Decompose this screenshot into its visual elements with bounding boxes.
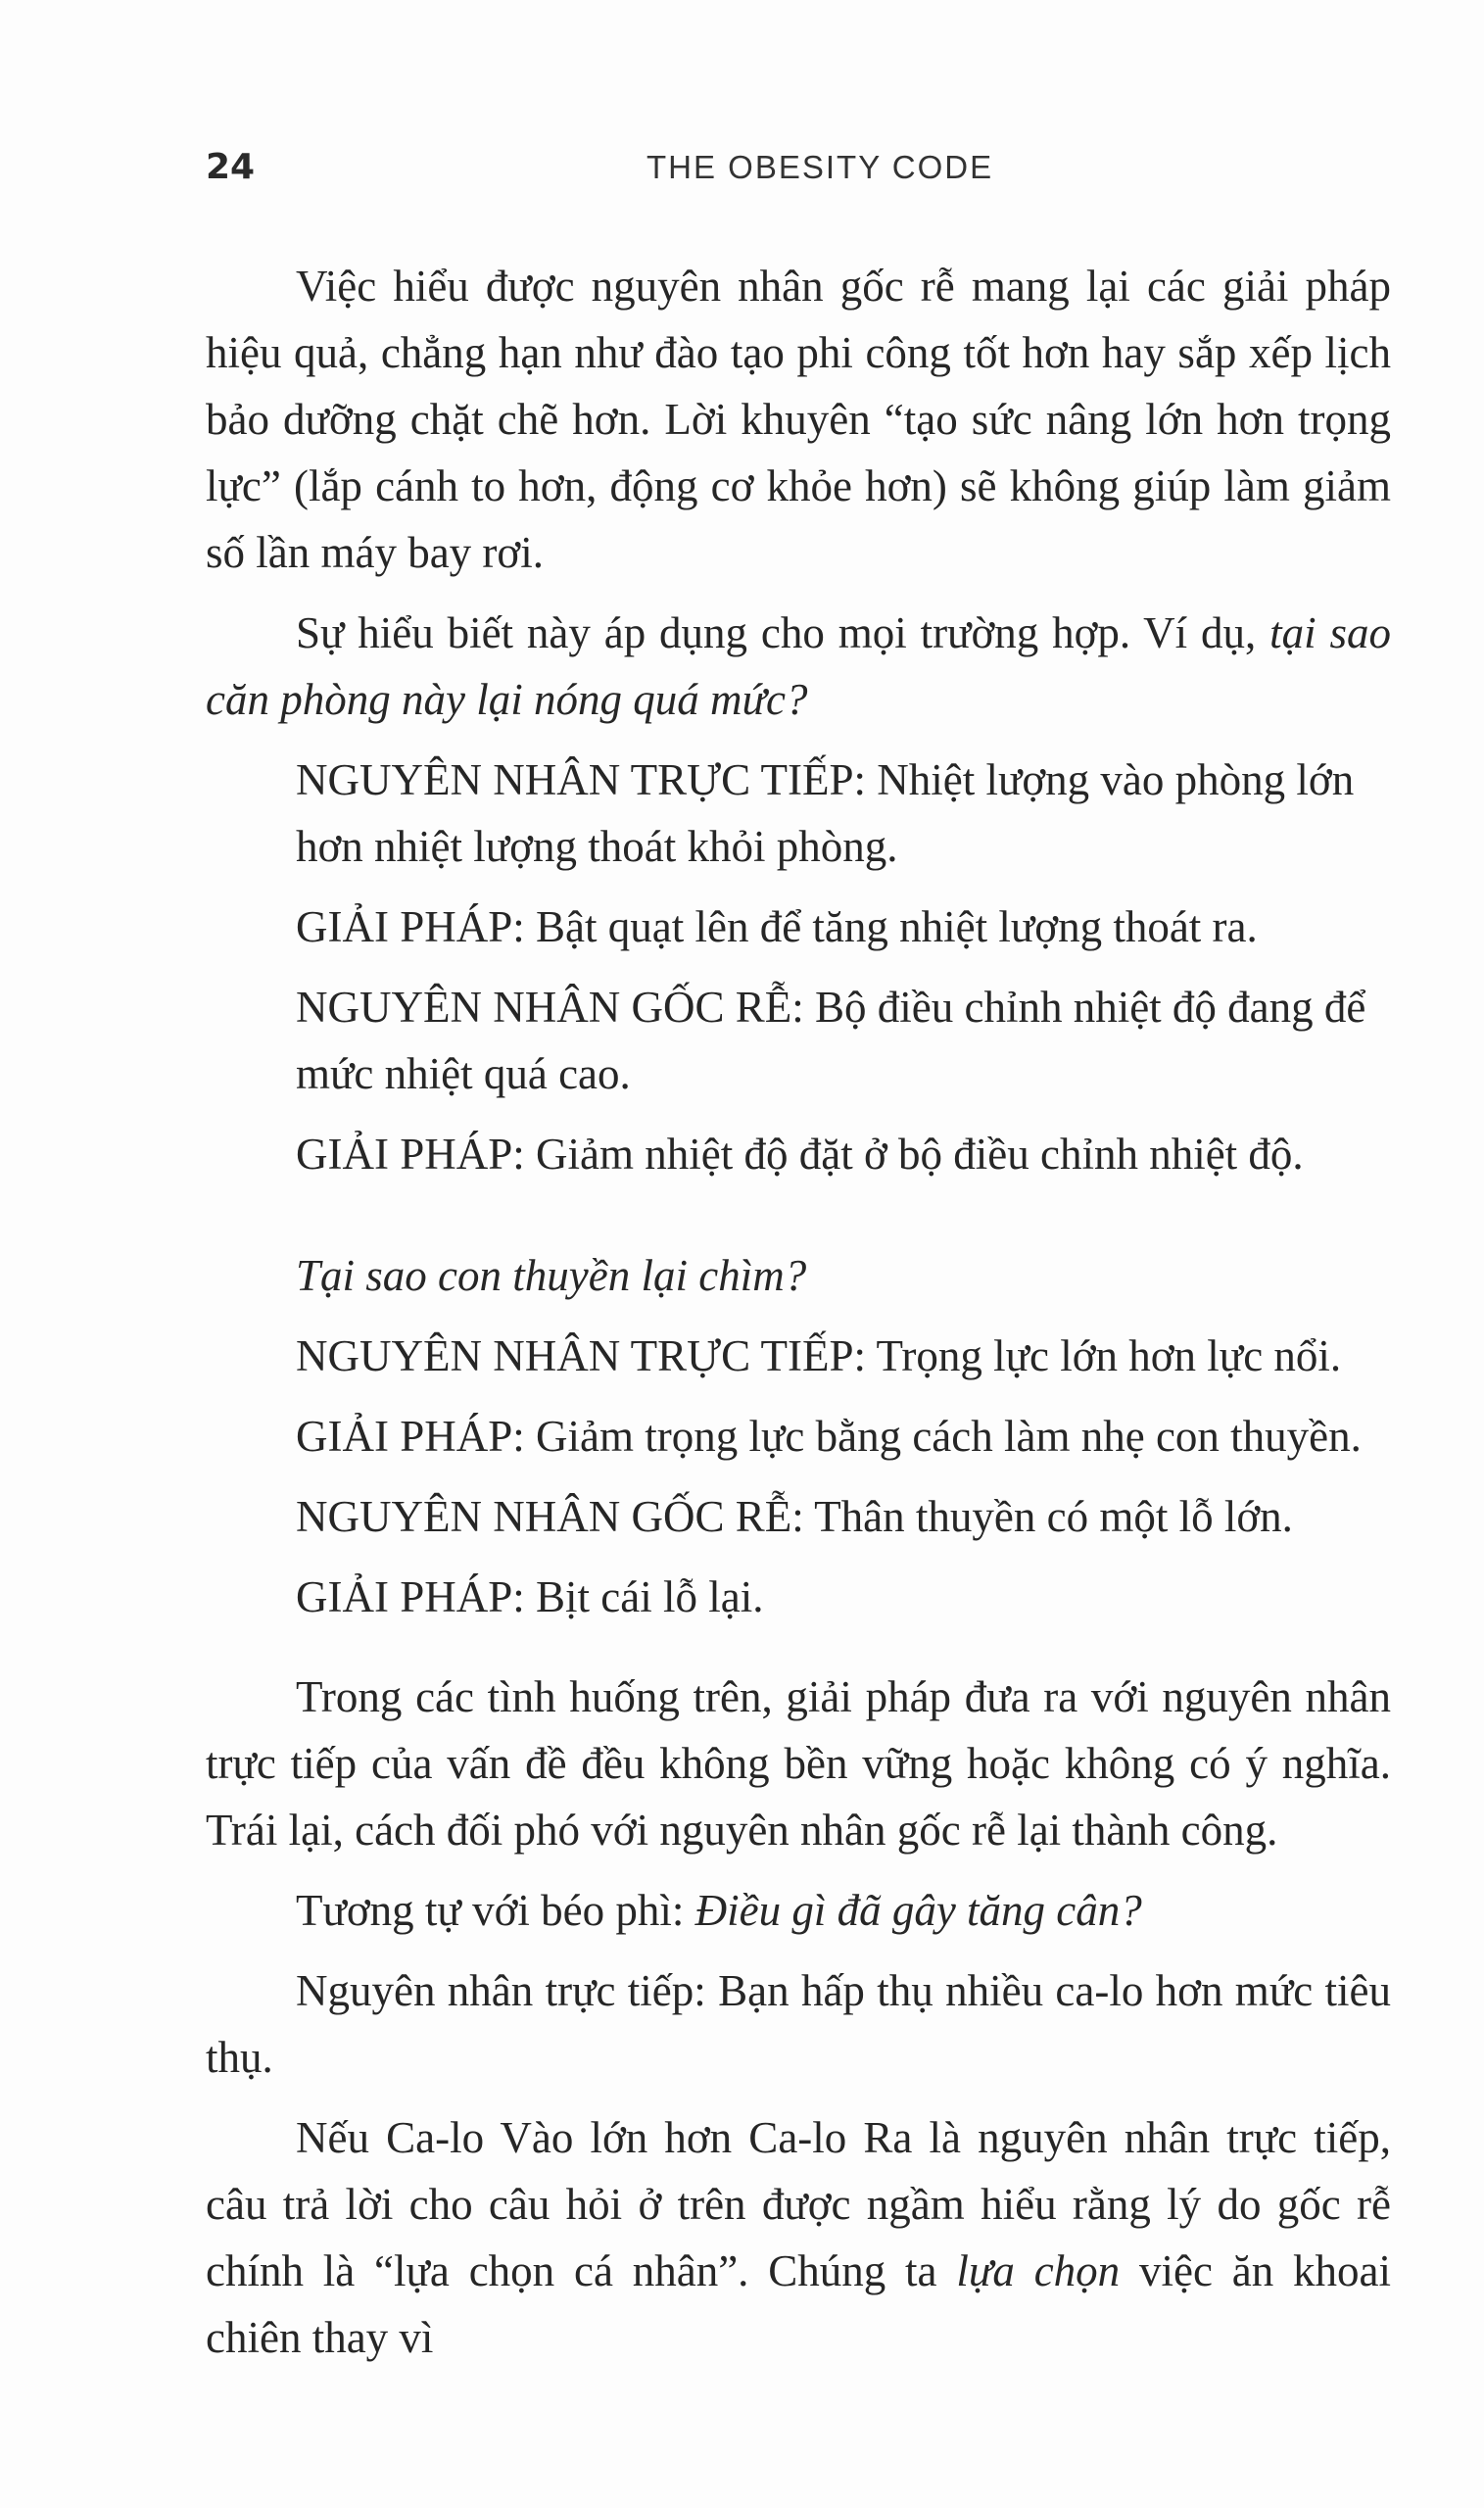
paragraph-text: Sự hiểu biết này áp dụng cho mọi trường hợp. Ví dụ, (296, 608, 1270, 657)
paragraph-room-example (206, 600, 1391, 733)
boat-solution-plug: GIẢI PHÁP: Bịt cái lỗ lại. (296, 1572, 764, 1621)
italic-emphasis: lựa chọn (956, 2246, 1121, 2295)
paragraph-obesity-question (206, 1877, 1391, 1944)
paragraph-root-cause-solutions: Việc hiểu được nguyên nhân gốc rễ mang lại các giải pháp hiệu quả, chẳng hạn như đào tạo phi công tốt hơn hay sắp xếp lịch bảo dưỡng chặt chẽ hơn. Lời khuyên “tạo sức nâng lớn hơn trọng lực” (lắp cánh to hơn, động cơ khỏe hơn) sẽ không giúp làm giảm số lần máy bay rơi. (206, 262, 1391, 577)
room-root-cause: NGUYÊN NHÂN GỐC RỄ: Bộ điều chỉnh nhiệt độ đang để mức nhiệt quá cao. (296, 983, 1366, 1098)
paragraph-text: việc ăn khoai chiên thay vì (206, 2246, 1391, 2362)
paragraph-text: Tương tự với béo phì: (296, 1886, 695, 1935)
room-solution-fan: GIẢI PHÁP: Bật quạt lên để tăng nhiệt lượng thoát ra. (296, 902, 1258, 951)
body-text (206, 253, 1391, 2371)
boat-root-cause: NGUYÊN NHÂN GỐC RỄ: Thân thuyền có một lỗ lớn. (296, 1492, 1293, 1541)
boat-proximate-cause: NGUYÊN NHÂN TRỰC TIẾP: Trọng lực lớn hơn lực nổi. (296, 1331, 1342, 1380)
running-title: THE OBESITY CODE (646, 149, 994, 185)
paragraph-proximate-cause: Nguyên nhân trực tiếp: Bạn hấp thụ nhiều ca-lo hơn mức tiêu thụ. (206, 1966, 1391, 2082)
paragraph-personal-choice (206, 2104, 1391, 2371)
boat-question: Tại sao con thuyền lại chìm? (296, 1251, 807, 1300)
paragraph-text: Nếu Ca-lo Vào lớn hơn Ca-lo Ra là nguyên nhân trực tiếp, câu trả lời cho câu hỏi ở trên được ngầm hiểu rằng lý do gốc rễ chính là “lựa chọn cá nhân”. Chúng ta (206, 2113, 1391, 2295)
room-solution-thermostat: GIẢI PHÁP: Giảm nhiệt độ đặt ở bộ điều chỉnh nhiệt độ. (296, 1130, 1304, 1179)
paragraph-conclusion: Trong các tình huống trên, giải pháp đưa ra với nguyên nhân trực tiếp của vấn đề đều không bền vững hoặc không có ý nghĩa. Trái lại, cách đối phó với nguyên nhân gốc rễ lại thành công. (206, 1672, 1391, 1855)
italic-question: Điều gì đã gây tăng cân? (694, 1886, 1142, 1935)
boat-solution-lighten: GIẢI PHÁP: Giảm trọng lực bằng cách làm nhẹ con thuyền. (296, 1412, 1362, 1461)
room-proximate-cause: NGUYÊN NHÂN TRỰC TIẾP: Nhiệt lượng vào phòng lớn hơn nhiệt lượng thoát khỏi phòng. (296, 755, 1355, 871)
italic-question: tại sao căn phòng này lại nóng quá mức? (206, 608, 1391, 724)
page-header (206, 147, 1283, 196)
page-number: 24 (206, 147, 256, 187)
